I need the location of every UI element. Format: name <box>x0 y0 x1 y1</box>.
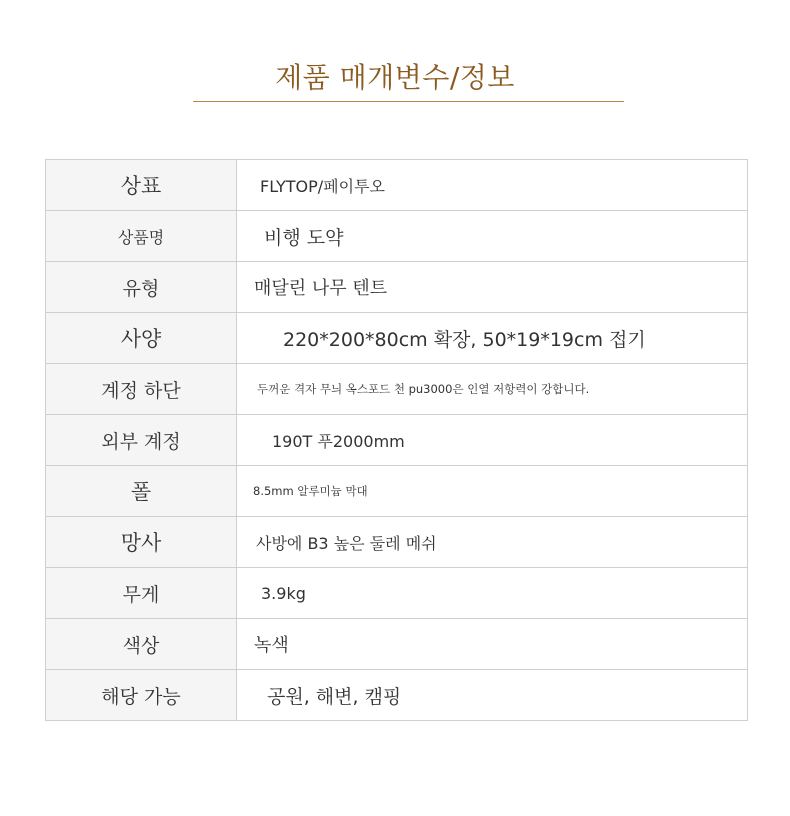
table-row <box>46 517 748 568</box>
row-value-pole: 8.5mm 알루미늄 막대 <box>237 466 748 517</box>
row-label-spec: 사양 <box>46 313 237 364</box>
row-label-floor: 계정 하단 <box>46 364 237 415</box>
table-row <box>46 466 748 517</box>
row-label-outer-tent: 외부 계정 <box>46 415 237 466</box>
table-row <box>46 415 748 466</box>
row-value-type: 매달린 나무 텐트 <box>237 262 748 313</box>
table-row <box>46 160 748 211</box>
row-value-mesh: 사방에 B3 높은 둘레 메쉬 <box>237 517 748 568</box>
row-label-pole: 폴 <box>46 466 237 517</box>
table-row <box>46 364 748 415</box>
table-row <box>46 262 748 313</box>
table-row <box>46 619 748 670</box>
row-value-floor: 두꺼운 격자 무늬 옥스포드 천 pu3000은 인열 저항력이 강합니다. <box>237 364 748 415</box>
title-underline <box>193 101 624 102</box>
row-value-applicable: 공원, 해변, 캠핑 <box>237 670 748 721</box>
row-label-applicable: 해당 가능 <box>46 670 237 721</box>
row-label-weight: 무게 <box>46 568 237 619</box>
row-value-spec: 220*200*80cm 확장, 50*19*19cm 접기 <box>237 313 748 364</box>
table-row <box>46 568 748 619</box>
row-label-product-name: 상품명 <box>46 211 237 262</box>
row-value-weight: 3.9kg <box>237 568 748 619</box>
page-title: 제품 매개변수/정보 <box>275 61 515 94</box>
row-label-type: 유형 <box>46 262 237 313</box>
row-label-brand: 상표 <box>46 160 237 211</box>
row-value-product-name: 비행 도약 <box>237 211 748 262</box>
row-label-color: 색상 <box>46 619 237 670</box>
table-row <box>46 211 748 262</box>
row-value-color: 녹색 <box>237 619 748 670</box>
row-value-brand: FLYTOP/페이투오 <box>237 160 748 211</box>
row-label-mesh: 망사 <box>46 517 237 568</box>
table-row <box>46 313 748 364</box>
row-value-outer-tent: 190T 푸2000mm <box>237 415 748 466</box>
spec-table <box>45 159 748 721</box>
table-row <box>46 670 748 721</box>
